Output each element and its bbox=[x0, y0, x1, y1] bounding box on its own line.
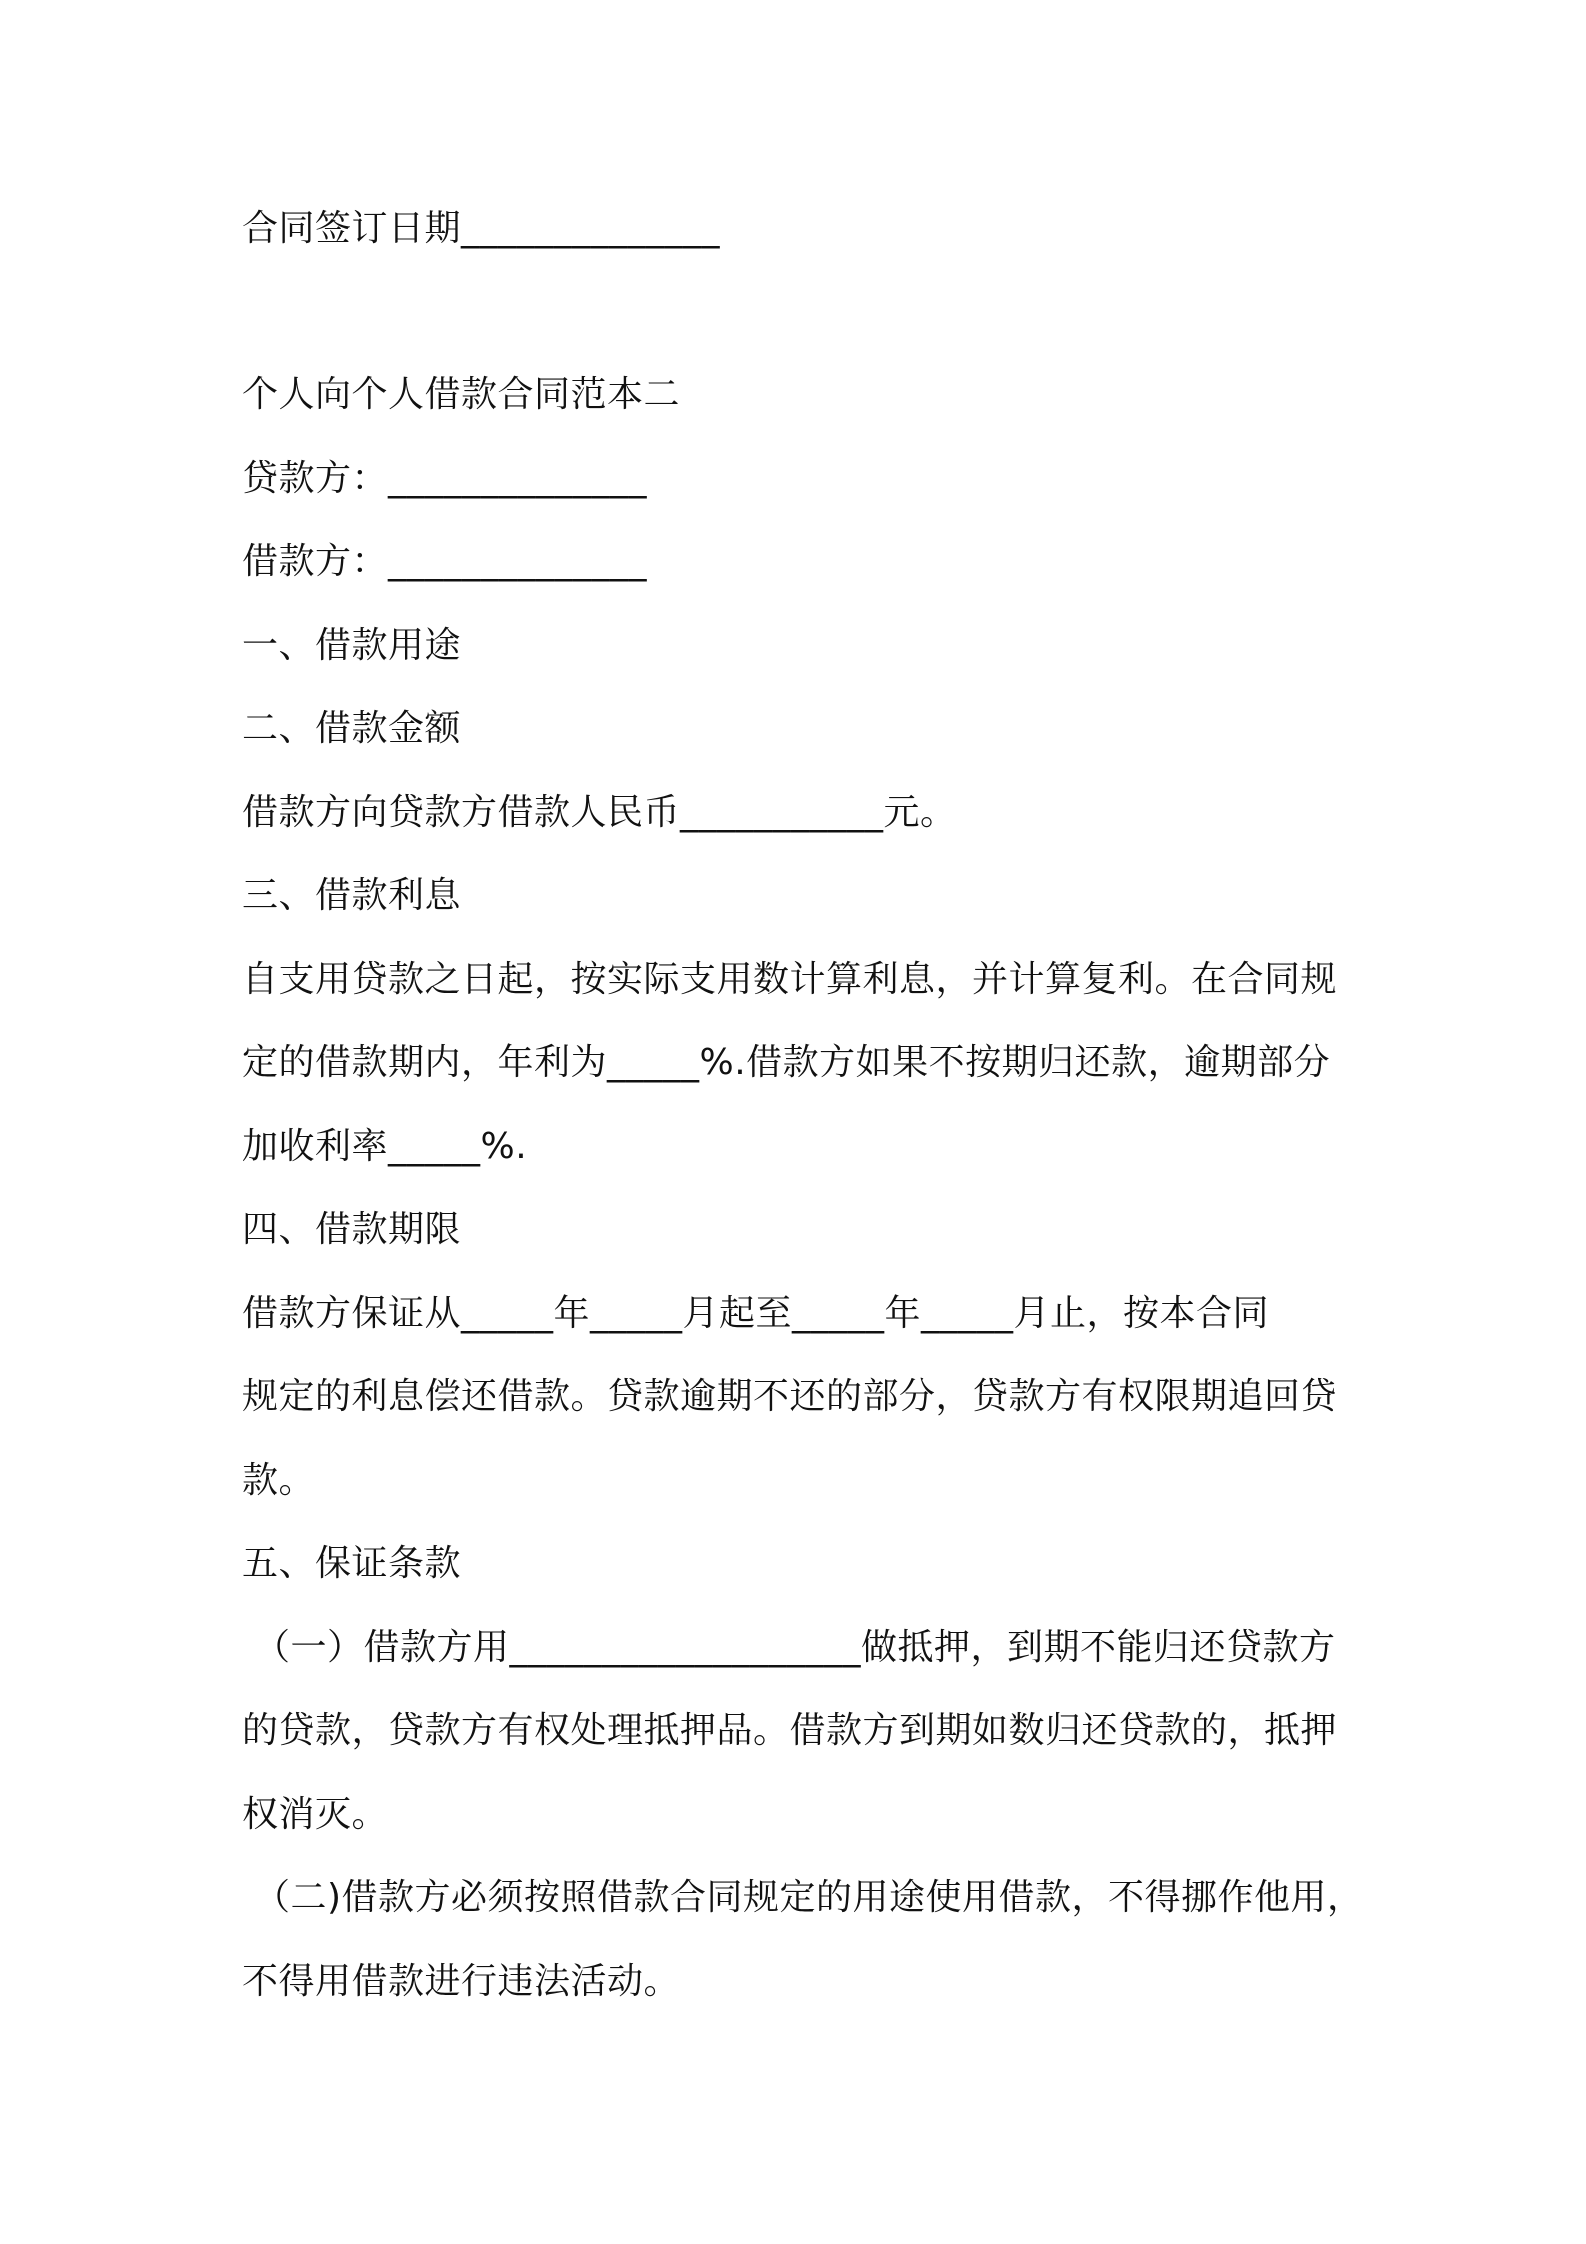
lender-line: 贷款方：______________ bbox=[242, 458, 648, 499]
clause-heading-purpose: 一、借款用途 bbox=[242, 625, 462, 666]
paragraph-line: 款。 bbox=[242, 1460, 316, 1501]
paragraph-line: （二)借款方必须按照借款合同规定的用途使用借款，不得挪作他用， bbox=[254, 1877, 1364, 1918]
clause-heading-guarantee: 五、保证条款 bbox=[242, 1543, 462, 1584]
section-title: 个人向个人借款合同范本二 bbox=[242, 374, 681, 415]
clause-heading-term: 四、借款期限 bbox=[242, 1209, 462, 1250]
borrower-line: 借款方：______________ bbox=[242, 541, 648, 582]
paragraph-line: 的贷款，贷款方有权处理抵押品。借款方到期如数归还贷款的，抵押 bbox=[242, 1710, 1338, 1751]
paragraph-line: 不得用借款进行违法活动。 bbox=[242, 1961, 681, 2002]
clause-heading-interest: 三、借款利息 bbox=[242, 875, 462, 916]
paragraph-line: 权消灭。 bbox=[242, 1794, 389, 1835]
paragraph-line: 加收利率_____%. bbox=[242, 1126, 528, 1167]
paragraph-line: （一）借款方用___________________做抵押，到期不能归还贷款方 bbox=[254, 1627, 1336, 1668]
paragraph-line: 借款方向贷款方借款人民币___________元。 bbox=[242, 792, 957, 833]
paragraph-line: 定的借款期内，年利为_____%.借款方如果不按期归还款，逾期部分 bbox=[242, 1042, 1331, 1083]
paragraph-line: 规定的利息偿还借款。贷款逾期不还的部分，贷款方有权限期追回贷 bbox=[242, 1376, 1338, 1417]
paragraph-line: 借款方保证从_____年_____月起至_____年_____月止，按本合同 bbox=[242, 1293, 1270, 1334]
paragraph-line: 自支用贷款之日起，按实际支用数计算利息，并计算复利。在合同规 bbox=[242, 959, 1338, 1000]
contract-date-line: 合同签订日期______________ bbox=[242, 208, 721, 249]
clause-heading-amount: 二、借款金额 bbox=[242, 708, 462, 749]
